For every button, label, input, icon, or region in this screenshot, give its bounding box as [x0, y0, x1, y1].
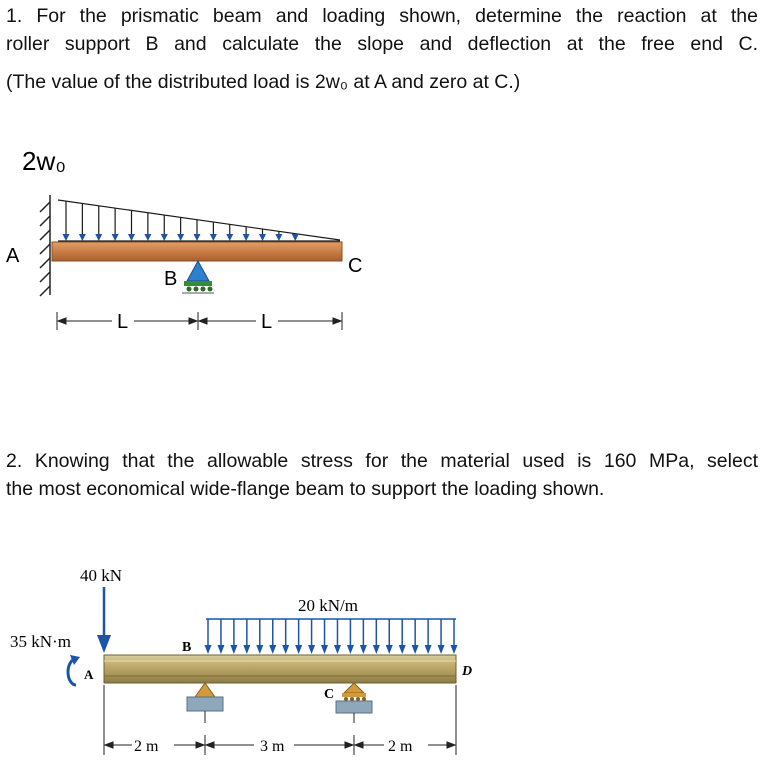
dim-2-label: 3 m: [260, 738, 285, 755]
span-2-label: L: [261, 311, 273, 333]
label-c: C: [324, 687, 335, 702]
load-arrow-head: [226, 234, 233, 241]
load-arrow-head: [210, 234, 217, 241]
load-arrow-head: [79, 234, 86, 241]
label-b: B: [182, 640, 192, 655]
uniform-load-arrow-head: [269, 645, 276, 654]
beam-figure-2: [0, 555, 480, 761]
wide-flange-beam: [104, 655, 456, 683]
uniform-load-arrow-head: [321, 645, 328, 654]
load-arrow-head: [95, 234, 102, 241]
label-b: B: [164, 268, 178, 290]
fixed-support-a: [40, 195, 50, 296]
load-arrow-head: [194, 234, 201, 241]
load-arrow-head: [177, 234, 184, 241]
load-label-2w0: 2w₀: [22, 146, 67, 176]
load-arrow-head: [275, 234, 282, 241]
pin-support-b: [187, 683, 223, 723]
roller-support-b: [182, 261, 214, 293]
uniform-load-arrow-head: [399, 645, 406, 654]
label-d: D: [462, 664, 473, 679]
label-a: A: [6, 245, 20, 267]
load-arrow-head: [144, 234, 151, 241]
span-1-label: L: [117, 311, 129, 333]
problem-2-line-2: the most economical wide-flange beam to support the loading shown.: [6, 478, 605, 500]
problem-2-statement-cont: [6, 475, 758, 503]
load-arrow-head: [128, 234, 135, 241]
point-load-label: 40 kN: [80, 566, 123, 585]
uniform-load-arrow-head: [347, 645, 354, 654]
load-arrows: [63, 201, 299, 241]
roller-support-c: [336, 683, 372, 723]
uniform-load-arrow-head: [205, 645, 212, 654]
beam-ac: [52, 242, 342, 261]
dim-3-label: 2 m: [388, 738, 413, 755]
problem-2-line-1: 2. Knowing that the allowable stress for the material used is 160 MPa, select: [6, 450, 758, 472]
uniform-load-arrow-head: [243, 645, 250, 654]
label-a: A: [84, 667, 94, 682]
load-arrow-head: [63, 234, 70, 241]
load-arrow-head: [112, 234, 119, 241]
dimension-line: [57, 312, 342, 330]
uniform-load-arrow-head: [386, 645, 393, 654]
uniform-load-arrow-head: [282, 645, 289, 654]
uniform-load-arrow-head: [230, 645, 237, 654]
problem-1-line-1: 1. For the prismatic beam and loading shown, determine the reaction at the: [6, 5, 758, 27]
uniform-load-arrow-head: [217, 645, 224, 654]
uniform-load-arrow-head: [425, 645, 432, 654]
problem-1-statement: [6, 2, 758, 58]
dim-1-label: 2 m: [134, 738, 159, 755]
problem-1-line-2: roller support B and calculate the slope and deflection at the free end C.: [6, 33, 758, 55]
problem-1-line-3: (The value of the distributed load is 2w₀ at A and zero at C.): [6, 71, 521, 93]
uniform-load-arrow-head: [308, 645, 315, 654]
load-arrow-head: [259, 234, 266, 241]
uniform-load-arrow-head: [412, 645, 419, 654]
moment-arrow: [68, 655, 80, 685]
uniform-load-arrows: [205, 619, 458, 654]
problem-1-note: [6, 68, 758, 96]
uniform-load-arrow-head: [334, 645, 341, 654]
label-c: C: [348, 255, 363, 277]
uniform-load-arrow-head: [295, 645, 302, 654]
distributed-load-label: 20 kN/m: [298, 596, 358, 615]
uniform-load-arrow-head: [373, 645, 380, 654]
uniform-load-arrow-head: [451, 645, 458, 654]
uniform-load-arrow-head: [438, 645, 445, 654]
uniform-load-arrow-head: [256, 645, 263, 654]
beam-figure-1: [0, 130, 400, 350]
load-arrow-head: [161, 234, 168, 241]
load-arrow-head: [243, 234, 250, 241]
problem-2-statement: [6, 447, 758, 475]
load-arrow-head: [292, 234, 299, 241]
point-load-arrow: [97, 587, 111, 653]
moment-label: 35 kN·m: [10, 632, 71, 651]
uniform-load-arrow-head: [360, 645, 367, 654]
